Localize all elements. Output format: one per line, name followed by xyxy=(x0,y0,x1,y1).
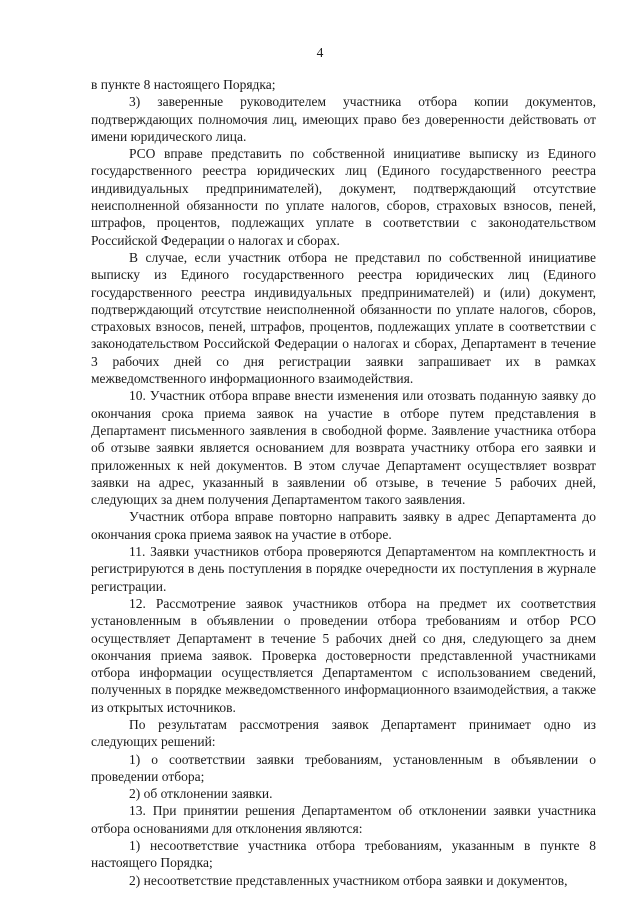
paragraph-clause-10: 10. Участник отбора вправе внести изменения или отозвать поданную заявку до окончания срока приема заявок на участие в отборе путем представления в Департамент письменного заявления в свободной форме. Заявление участника отбора об отзыве заявки является основанием для возврата участнику отбора его заявки и приложенных к ней документов. В этом случае Департамент осуществляет возврат заявки на адрес, указанный в заявлении об отзыве, в течение 5 рабочих дней, следующих за днем получения Департаментом такого заявления. xyxy=(91,388,596,508)
paragraph-rso-right: РСО вправе представить по собственной инициативе выписку из Единого государственного реестра юридических лиц (Единого государственного реестра индивидуальных предпринимателей), документ, подтверждающий отсутствие неисполненной обязанности по уплате налогов, сборов, страховых взносов, пеней, штрафов, процентов, подлежащих уплате в соответствии с законодательством Российской Федерации о налогах и сборах. xyxy=(91,146,596,248)
page-number: 4 xyxy=(316,45,324,60)
paragraph-item-3: 3) заверенные руководителем участника отбора копии документов, подтверждающих полномочия лиц, имеющих право без доверенности действовать от имени юридического лица. xyxy=(91,94,596,144)
paragraph-continuation: в пункте 8 настоящего Порядка; xyxy=(91,77,276,92)
paragraph-decision-2: 2) об отклонении заявки. xyxy=(129,786,273,802)
paragraph-clause-13: 13. При принятии решения Департаментом об отклонении заявки участника отбора основаниями для отклонения являются: xyxy=(91,803,596,836)
paragraph-clause-12: 12. Рассмотрение заявок участников отбора на предмет их соответствия установленным в объявлении о проведении отбора требованиям и отбор РСО осуществляет Департамент в течение 5 рабочих дней со дня, следующего за днем окончания приема заявок. Проверка достоверности представленной участниками отбора информации осуществляется Департаментом с использованием сведений, полученных в порядке межведомственного информационного взаимодействия, а также из открытых источников. xyxy=(91,595,596,715)
paragraph-decision-1: 1) о соответствии заявки требованиям, установленным в объявлении о проведении отбора; xyxy=(91,751,596,784)
document-body xyxy=(91,76,596,889)
paragraph-case-not-submitted: В случае, если участник отбора не представил по собственной инициативе выписку из Единого государственного реестра юридических лиц (Единого государственного реестра индивидуальных предпринимателей) и (или) документ, подтверждающий отсутствие неисполненной обязанности по уплате налогов, сборов, страховых взносов, пеней, штрафов, процентов, подлежащих уплате в соответствии с законодательством Российской Федерации о налогах и сборах, Департамент в течение 3 рабочих дней со дня регистрации заявки запрашивает их в рамках межведомственного информационного взаимодействия. xyxy=(91,249,596,387)
paragraph-decisions-intro: По результатам рассмотрения заявок Департамент принимает одно из следующих решений: xyxy=(91,716,596,750)
paragraph-ground-2: 2) несоответствие представленных участником отбора заявки и документов, xyxy=(129,872,568,888)
paragraph-ground-1: 1) несоответствие участника отбора требованиям, указанным в пункте 8 настоящего Порядка; xyxy=(91,838,596,871)
paragraph-clause-11: 11. Заявки участников отбора проверяются Департаментом на комплектность и регистрируются в день поступления в порядке очередности их поступления в журнале регистрации. xyxy=(91,544,596,594)
paragraph-resubmit: Участник отбора вправе повторно направить заявку в адрес Департамента до окончания срока приема заявок на участие в отборе. xyxy=(91,509,596,542)
